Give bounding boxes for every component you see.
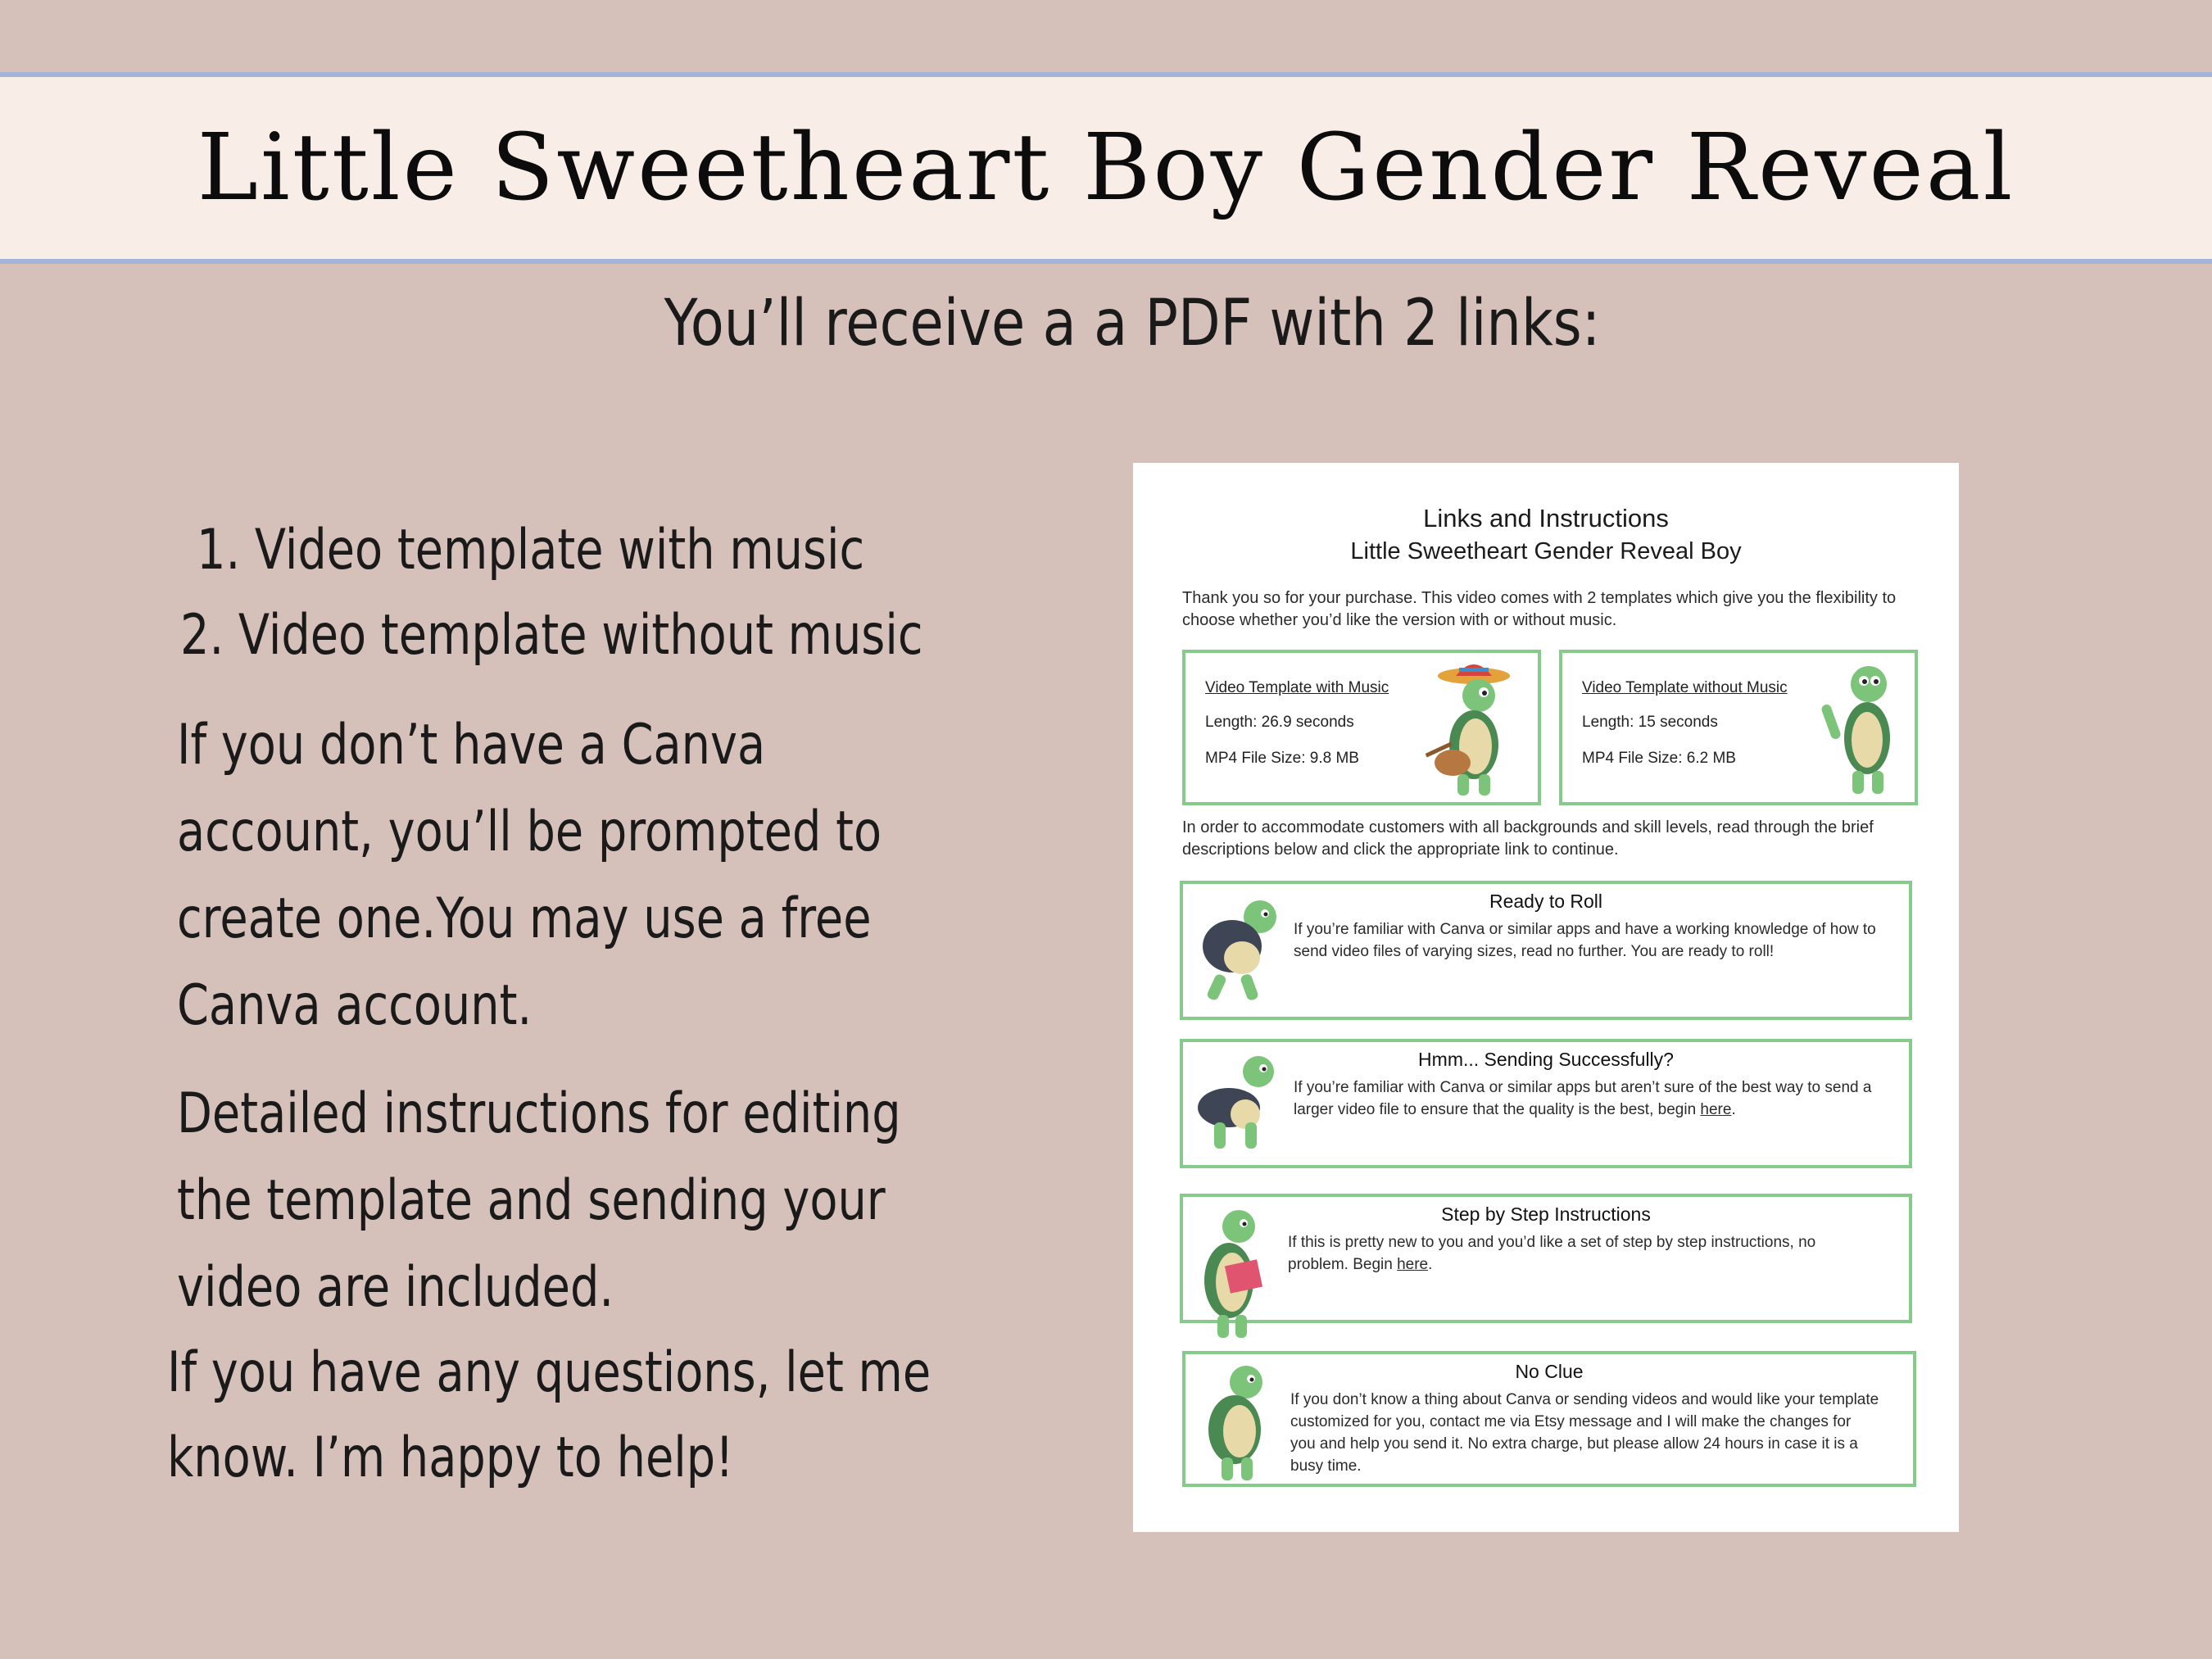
pdf-preview <box>1133 463 1959 1532</box>
subtitle: You’ll receive a a PDF with 2 links: <box>664 287 1601 360</box>
begin-here-link[interactable]: here <box>1397 1256 1429 1273</box>
paragraph-line: video are included. <box>177 1255 614 1320</box>
paragraph-line: account, you’ll be prompted to <box>177 800 882 864</box>
option-body: If you don’t know a thing about Canva or sending videos and would like your template customized for you, contact me via Etsy message and I will make the changes for you and help you send it. No extra charge, but please allow 24 hours in case it is a busy time. <box>1290 1391 1879 1475</box>
template-box-with-music <box>1182 650 1541 805</box>
option-body: If you’re familiar with Canva or similar apps and have a working knowledge of how to send video files of varying sizes, read no further. You are ready to roll! <box>1294 921 1876 960</box>
template-file-size: MP4 File Size: 6.2 MB <box>1582 750 1736 767</box>
option-heading: Hmm... Sending Successfully? <box>1418 1049 1674 1070</box>
list-item-1: 1. Video template with music <box>197 518 865 582</box>
turtle-waving-icon <box>1821 660 1903 805</box>
template-length: Length: 26.9 seconds <box>1205 714 1354 731</box>
paragraph-line: Canva account. <box>177 973 533 1038</box>
doc-instructions-intro: In order to accommodate customers with all backgrounds and skill levels, read through the brief descriptions below and click the appropriate link to continue. <box>1182 818 1874 859</box>
begin-here-link[interactable]: here <box>1700 1101 1732 1118</box>
option-heading: Step by Step Instructions <box>1441 1203 1651 1225</box>
template-link-with-music[interactable]: Video Template with Music <box>1205 679 1389 696</box>
turtle-standing-icon <box>1197 1362 1279 1489</box>
paragraph-line: know. I’m happy to help! <box>167 1426 734 1490</box>
doc-intro: Thank you so for your purchase. This video comes with 2 templates which give you the flexibility to choose whether you’d like the version with or without music. <box>1182 589 1897 629</box>
paragraph-line: the template and sending your <box>177 1168 886 1233</box>
paragraph-line: create one.You may use a free <box>177 886 872 951</box>
doc-title: Links and Instructions <box>1423 504 1669 533</box>
template-box-without-music <box>1559 650 1918 805</box>
option-step-by-step <box>1180 1194 1912 1323</box>
template-link-without-music[interactable]: Video Template without Music <box>1582 679 1788 696</box>
turtle-walking-icon <box>1194 1050 1285 1161</box>
title-band <box>0 72 2212 264</box>
option-no-clue <box>1182 1351 1916 1487</box>
option-body: If you’re familiar with Canva or similar apps but aren’t sure of the best way to send a larger video file to ensure that the quality is the best, begin here. <box>1294 1079 1872 1118</box>
template-file-size: MP4 File Size: 9.8 MB <box>1205 750 1359 767</box>
option-heading: Ready to Roll <box>1489 891 1603 912</box>
option-body: If this is pretty new to you and you’d like a set of step by step instructions, no problem. Begin here. <box>1288 1234 1816 1273</box>
option-ready-to-roll <box>1180 881 1912 1020</box>
option-heading: No Clue <box>1515 1361 1584 1382</box>
template-length: Length: 15 seconds <box>1582 714 1718 731</box>
turtle-guitar-icon <box>1420 660 1526 805</box>
paragraph-line: If you have any questions, let me <box>167 1340 931 1405</box>
paragraph-line: If you don’t have a Canva <box>177 713 766 777</box>
turtle-reading-icon <box>1194 1205 1276 1349</box>
turtle-running-icon <box>1194 892 1285 1011</box>
doc-subtitle: Little Sweetheart Gender Reveal Boy <box>1350 538 1742 564</box>
option-sending-successfully <box>1180 1039 1912 1168</box>
page-title: Little Sweetheart Boy Gender Reveal <box>197 115 2015 221</box>
paragraph-line: Detailed instructions for editing <box>177 1081 901 1146</box>
list-item-2: 2. Video template without music <box>180 603 923 668</box>
